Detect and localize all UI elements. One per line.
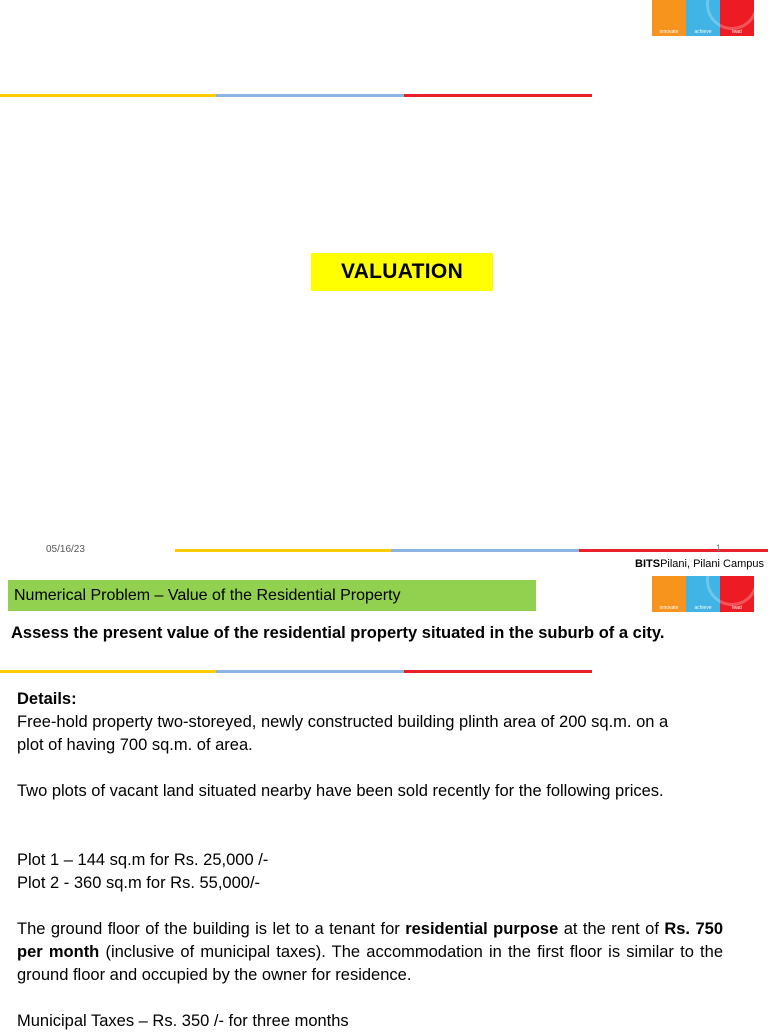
logo-word-achieve: achieve <box>694 29 712 35</box>
campus-brand: BITS <box>635 558 661 570</box>
plots-intro: Two plots of vacant land situated nearby have been sold recently for the following prices. <box>17 782 664 800</box>
logo-word-lead: lead <box>732 29 742 35</box>
page-number: 1 <box>716 543 722 553</box>
bits-logo <box>652 0 754 36</box>
logo-word-lead: lead <box>732 605 742 611</box>
logo-word-innovate: innovate <box>659 605 679 611</box>
logo-word-innovate: innovate <box>659 29 679 35</box>
slide-date: 05/16/23 <box>46 544 85 555</box>
ground-floor-paragraph <box>17 918 723 987</box>
plot-2: Plot 2 - 360 sq.m for Rs. 55,000/- <box>17 874 261 892</box>
gf-text-1: The ground floor of the building is let to a tenant for <box>17 920 406 938</box>
section-divider <box>0 670 592 673</box>
problem-heading: Numerical Problem – Value of the Residential Property <box>8 580 536 611</box>
logo-orange-segment <box>652 0 686 36</box>
details-label: Details: <box>17 690 77 708</box>
details-text: Free-hold property two-storeyed, newly constructed building plinth area of 200 sq.m. on a plot of having 700 sq.m. of area. <box>17 713 669 754</box>
bits-logo-2 <box>652 576 754 612</box>
assess-statement: Assess the present value of the residential property situated in the suburb of a city. <box>11 624 665 642</box>
municipal-taxes: Municipal Taxes – Rs. 350 /- for three months <box>17 1012 349 1030</box>
logo-word-achieve: achieve <box>694 605 712 611</box>
footer-divider <box>175 549 768 552</box>
slide-title: VALUATION <box>311 253 493 291</box>
gf-bold-purpose: residential purpose <box>405 920 559 938</box>
gf-text-3: (inclusive of municipal taxes). The accommodation in the first floor is similar to the ground floor and occupied by the owner for residence. <box>17 943 723 984</box>
logo-orange-segment <box>652 576 686 612</box>
gf-text-2: at the rent of <box>558 920 665 938</box>
plot-1: Plot 1 – 144 sq.m for Rs. 25,000 /- <box>17 851 269 869</box>
campus-name: Pilani, Pilani Campus <box>660 558 764 570</box>
gf-bold-rent: Rs. 750 per month <box>17 920 723 961</box>
top-divider <box>0 94 592 97</box>
campus-label <box>635 558 764 570</box>
